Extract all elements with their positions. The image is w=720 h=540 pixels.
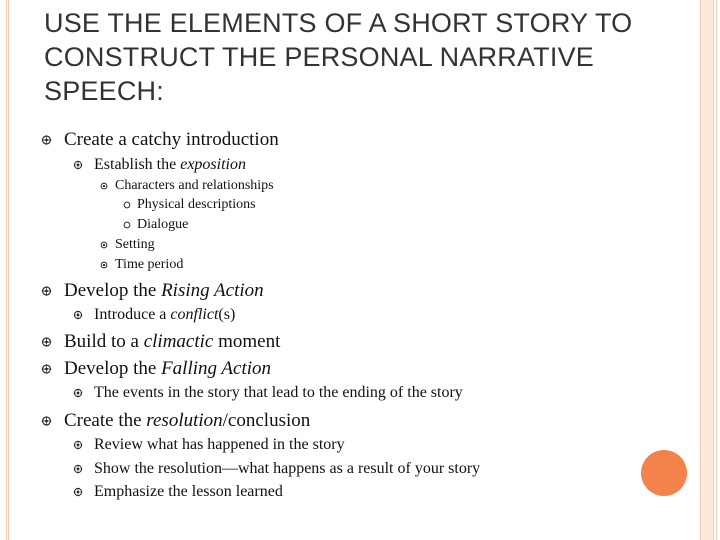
- quad-petal-bullet-icon-small: [100, 261, 108, 269]
- decorative-frame-line: [6, 0, 7, 540]
- quad-petal-bullet-icon: [41, 337, 52, 348]
- bullet-text-emphasis: Falling Action: [161, 358, 272, 379]
- bullet-text: Time period: [115, 257, 184, 272]
- quad-petal-bullet-icon-small: [100, 241, 108, 249]
- bullet-item-intro: [64, 129, 279, 151]
- bullet-text: [94, 156, 246, 174]
- bullet-text-emphasis: climactic: [143, 331, 214, 352]
- slide-title: USE THE ELEMENTS OF A SHORT STORY TO CONSTRUCT THE PERSONAL NARRATIVE SPEECH:: [44, 8, 633, 106]
- decorative-orange-circle: [641, 450, 687, 496]
- bullet-text: Show the resolution—what happens as a result of your story: [94, 460, 481, 477]
- bullet-text-post: (s): [218, 306, 236, 323]
- bullet-text-emphasis: conflict: [170, 306, 219, 323]
- quad-petal-bullet-icon: [41, 286, 52, 297]
- bullet-item-show-resolution: [94, 460, 480, 478]
- bullet-text: Review what has happened in the story: [94, 436, 345, 453]
- bullet-text-pre: Develop the: [64, 358, 162, 379]
- bullet-text-pre: Establish the: [94, 156, 181, 173]
- bullet-item-falling-action: [64, 358, 271, 380]
- bullet-text: Physical descriptions: [137, 197, 256, 212]
- bullet-text-emphasis: exposition: [180, 156, 246, 173]
- quad-petal-bullet-icon: [73, 160, 83, 170]
- bullet-item-characters: [115, 178, 274, 194]
- quad-petal-bullet-icon: [73, 464, 83, 474]
- decorative-frame-line: [700, 0, 701, 540]
- quad-petal-bullet-icon: [73, 440, 83, 450]
- bullet-text-emphasis: Rising Action: [161, 280, 264, 301]
- bullet-text: [64, 358, 271, 380]
- bullet-item-review: [94, 436, 345, 454]
- bullet-text: Setting: [115, 237, 155, 252]
- decorative-frame-line: [716, 0, 717, 540]
- hollow-circle-bullet-icon: [123, 201, 131, 209]
- bullet-text-post: /conclusion: [222, 410, 311, 431]
- bullet-text: Dialogue: [137, 217, 189, 232]
- quad-petal-bullet-icon: [41, 416, 52, 427]
- bullet-text: [64, 331, 280, 353]
- bullet-text: Characters and relationships: [115, 178, 274, 193]
- bullet-text: [64, 280, 264, 302]
- bullet-item-physical-descriptions: [137, 197, 256, 213]
- decorative-right-band: [701, 0, 713, 540]
- bullet-item-lesson: [94, 483, 283, 501]
- quad-petal-bullet-icon: [41, 135, 52, 146]
- bullet-text-pre: Introduce a: [94, 306, 171, 323]
- bullet-text: Create a catchy introduction: [64, 129, 279, 150]
- quad-petal-bullet-icon: [73, 487, 83, 497]
- hollow-circle-bullet-icon: [123, 221, 131, 229]
- bullet-item-conflict: [94, 306, 235, 324]
- bullet-text-post: moment: [213, 331, 281, 352]
- quad-petal-bullet-icon-small: [100, 182, 108, 190]
- bullet-text-pre: Build to a: [64, 331, 144, 352]
- bullet-text: The events in the story that lead to the ending of the story: [94, 384, 463, 401]
- bullet-item-time-period: [115, 257, 183, 273]
- bullet-text: [94, 306, 235, 324]
- quad-petal-bullet-icon: [73, 388, 83, 398]
- quad-petal-bullet-icon: [73, 310, 83, 320]
- decorative-frame-line: [713, 0, 714, 540]
- bullet-item-exposition: [94, 156, 246, 174]
- bullet-item-events-to-ending: [94, 384, 463, 402]
- bullet-item-climax: [64, 331, 280, 353]
- bullet-text-pre: Create the: [64, 410, 147, 431]
- bullet-text-emphasis: resolution: [146, 410, 223, 431]
- bullet-item-resolution: [64, 410, 310, 432]
- bullet-text: Emphasize the lesson learned: [94, 483, 283, 500]
- bullet-item-rising-action: [64, 280, 264, 302]
- bullet-text: [64, 410, 310, 432]
- bullet-item-setting: [115, 237, 155, 253]
- decorative-frame-line: [8, 0, 9, 540]
- bullet-text-pre: Develop the: [64, 280, 162, 301]
- bullet-item-dialogue: [137, 217, 188, 233]
- quad-petal-bullet-icon: [41, 364, 52, 375]
